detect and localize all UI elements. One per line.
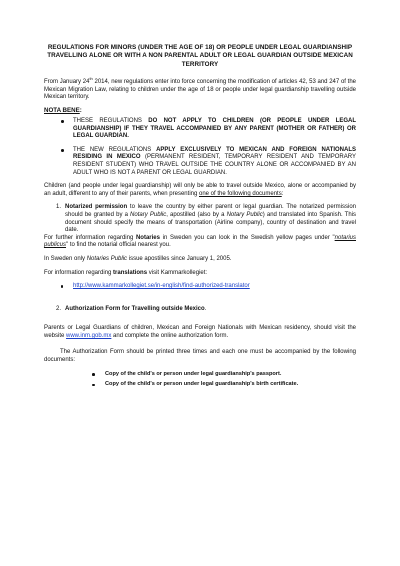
bullet-item-1 bbox=[44, 118, 356, 141]
guardians-text-c: and complete the online authorization form. bbox=[111, 332, 229, 339]
notaries-text-c: in Sweden you can look in the Swedish yellow pages under " bbox=[159, 234, 335, 241]
sweden-text-b: Notaries Public bbox=[86, 255, 128, 262]
notaries-paragraph bbox=[44, 235, 356, 250]
intro-text-b: 2014, new regulations enter into force concerning the modification of articles 42, 53 and 247 of the Mexican Migration Law, relating to children under the age of 18 or people under legal guardianship travelling outside Mexican territory. bbox=[44, 79, 356, 101]
item2-text-a: Authorization Form for Travelling outside Mexico bbox=[65, 305, 205, 312]
bullet1-text-b: DO NOT APPLY TO CHILDREN (OR PEOPLE UNDER LEGAL GUARDIANSHIP) IF THEY TRAVEL ACCOMPANIED BY ANY PARENT (MOTHER OR FATHER) OR LEGAL GUARDIAN. bbox=[73, 118, 356, 140]
bullet-dot-icon bbox=[61, 120, 64, 123]
list-number-2: 2. bbox=[56, 305, 62, 312]
notaries-text-b: Notaries bbox=[135, 234, 160, 241]
children-text-b: one of the following documents bbox=[199, 190, 282, 197]
document-title: REGULATIONS FOR MINORS (UNDER THE AGE OF 18) OR PEOPLE UNDER LEGAL GUARDIANSHIP TRAVELLING ALONE OR WITH A NON PARENTAL ADULT OR LEGAL GUARDIAN OUTSIDE MEXICAN TERRITORY bbox=[47, 44, 353, 68]
notaries-text-a: For further information regarding bbox=[44, 234, 136, 241]
bullet-dot-icon bbox=[61, 285, 63, 287]
translations-text-b: translations bbox=[113, 269, 148, 276]
docs-list-text-2: Copy of the child's or person under legal guardianship's birth certificate. bbox=[105, 381, 299, 388]
children-text-a: Children (and people under legal guardianship) will only be able to travel outside Mexico, alone or accompanied by an adult, different to any of their parents, when presenting bbox=[44, 183, 356, 197]
sweden-text-a: In Sweden only bbox=[44, 255, 87, 262]
item1-text-a: Notarized permission bbox=[65, 204, 128, 211]
inm-website-link[interactable]: www.inm.gob.mx bbox=[66, 332, 112, 339]
docs-list-item-2 bbox=[44, 381, 356, 389]
translations-text-a: For information regarding bbox=[44, 269, 114, 276]
children-text-c: : bbox=[281, 190, 284, 197]
translator-link[interactable]: http://www.kammarkollegiet.se/in-english/find-authorized-translator bbox=[73, 283, 250, 290]
bullet2-text-c: (PERMANENT RESIDENT, TEMPORARY RESIDENT AND TEMPORARY RESIDENT STUDENT) WHO TRAVEL OUTSIDE THE COUNTRY ALONE OR ACCOMPANIED BY AN ADULT WHO IS NOT A PARENT OR LEGAL GUARDIAN. bbox=[73, 154, 356, 176]
translator-bullet bbox=[44, 283, 356, 291]
nota-bene-heading bbox=[44, 107, 356, 114]
item1-text-e: Notary Public bbox=[226, 211, 263, 218]
docs-list-text-1: Copy of the child's or person under legal guardianship's passport. bbox=[105, 370, 282, 377]
docs-list-item-1 bbox=[44, 371, 356, 379]
intro-sup: th bbox=[89, 76, 93, 82]
item1-text-d: , apostilled (also by a bbox=[166, 211, 227, 218]
nota-bene-colon: : bbox=[79, 107, 82, 114]
children-paragraph bbox=[44, 183, 356, 198]
sweden-text-c: issue apostilles since January 1, 2005. bbox=[127, 255, 232, 262]
guardians-paragraph bbox=[44, 325, 356, 340]
bullet-dot-icon bbox=[92, 384, 95, 387]
list-item-2-text bbox=[65, 306, 356, 314]
item1-text-c: Notary Public bbox=[130, 211, 167, 218]
printed-paragraph: The Authorization Form should be printed three times and each one must be accompanied by the following documents: bbox=[44, 349, 356, 364]
notaries-text-d: notarius publicus bbox=[44, 234, 356, 249]
bullet-dot-icon bbox=[92, 373, 95, 376]
bullet2-text-b: APPLY EXCLUSIVELY TO MEXICAN AND FOREIGN NATIONALS RESIDING IN MEXICO bbox=[73, 146, 357, 161]
bullet-text-1 bbox=[73, 118, 356, 141]
item2-text-b: . bbox=[204, 305, 207, 312]
bullet-dot-icon bbox=[61, 149, 64, 152]
bullet-text-2 bbox=[73, 147, 356, 177]
guardians-text-a: Parents or Legal Guardians of children, Mexican and Foreign Nationals with Mexican residency, should visit the website bbox=[44, 325, 356, 339]
document-body bbox=[44, 44, 356, 389]
list-item-2 bbox=[44, 306, 356, 314]
item1-text-f: ) and translated into Spanish. This document should specify the means of transportation (Airline company), country of destination and travel date. bbox=[65, 211, 357, 234]
translations-paragraph bbox=[44, 270, 356, 278]
bullet2-text-a: THE NEW REGULATIONS bbox=[73, 146, 157, 153]
intro-text-a: From January 24 bbox=[44, 79, 90, 86]
nota-bene-label: NOTA BENE bbox=[44, 107, 80, 114]
notaries-text-e: " to find the notarial official nearest you. bbox=[66, 242, 171, 249]
bullet1-text-a: THESE REGULATIONS bbox=[73, 118, 149, 124]
bullet-item-2 bbox=[44, 147, 356, 177]
item1-text-b: to leave the country by either parent or legal guardian. The notarized permission should be granted by a bbox=[65, 204, 356, 218]
list-item-1-text bbox=[65, 204, 356, 234]
list-item-1 bbox=[44, 204, 356, 234]
list-number-1: 1. bbox=[56, 204, 62, 211]
sweden-paragraph bbox=[44, 256, 356, 264]
translations-text-c: visit Kammarkollegiet: bbox=[147, 269, 208, 276]
intro-paragraph bbox=[44, 75, 356, 102]
